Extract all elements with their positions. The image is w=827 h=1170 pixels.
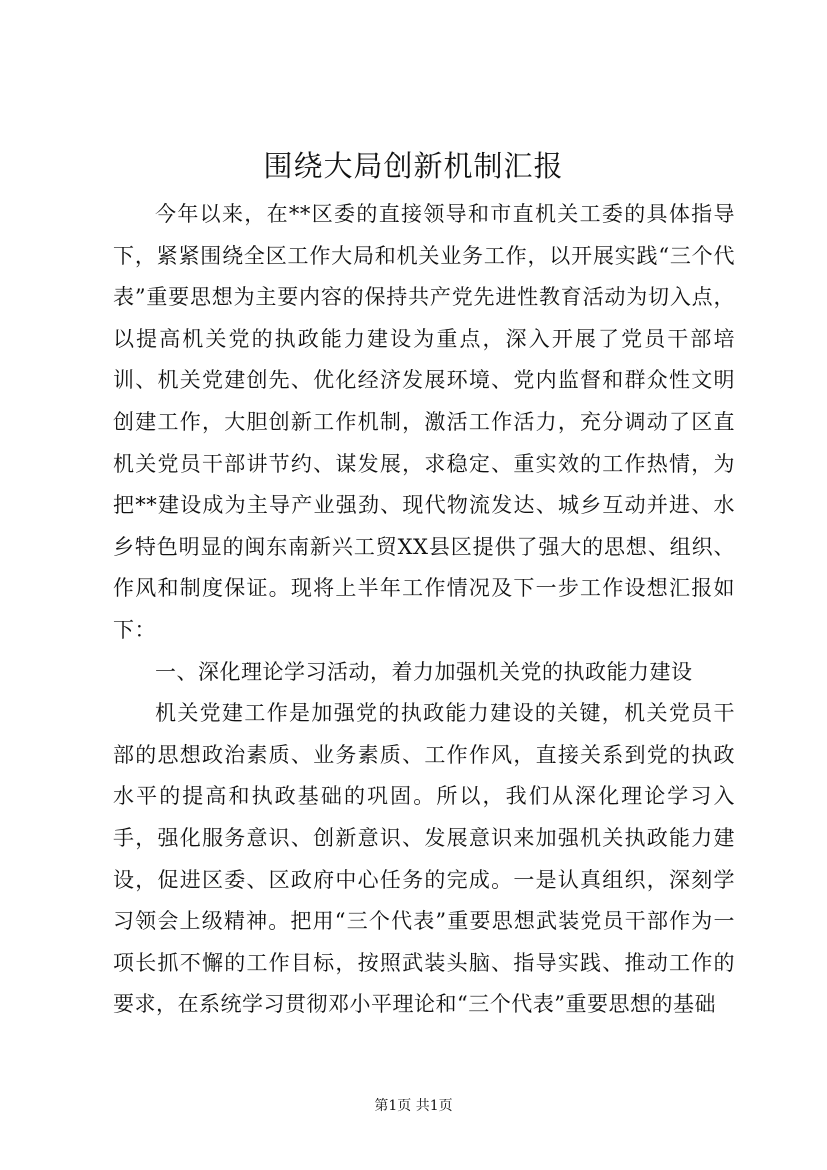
document-body [113, 194, 735, 1026]
document-title: 围绕大局创新机制汇报 [263, 149, 564, 183]
paragraph-section-1: 机关党建工作是加强党的执政能力建设的关键，机关党员干部的思想政治素质、业务素质、工作作风，直接关系到党的执政水平的提高和执政基础的巩固。所以，我们从深化理论学习入手，强化服务意识、创新意识、发展意识来加强机关执政能力建设，促进区委、区政府中心任务的完成。一是认真组织，深刻学习领会上级精神。把用“三个代表”重要思想武装党员干部作为一项长抓不懈的工作目标，按照武装头脑、指导实践、推动工作的要求，在系统学习贯彻邓小平理论和“三个代表”重要思想的基础 [113, 701, 735, 1017]
page-footer: 第1页 共1页 [374, 1098, 453, 1114]
paragraph-intro: 今年以来，在**区委的直接领导和市直机关工委的具体指导下，紧紧围绕全区工作大局和机关业务工作，以开展实践“三个代表”重要思想为主要内容的保持共产党先进性教育活动为切入点，以提高机关党的执政能力建设为重点，深入开展了党员干部培训、机关党建创先、优化经济发展环境、党内监督和群众性文明创建工作，大胆创新工作机制，激活工作活力，充分调动了区直机关党员干部讲节约、谋发展，求稳定、重实效的工作热情，为把**建设成为主导产业强劲、现代物流发达、城乡互动并进、水乡特色明显的闽东南新兴工贸XX县区提供了强大的思想、组织、作风和制度保证。现将上半年工作情况及下一步工作设想汇报如下： [113, 202, 735, 642]
section-heading: 一、深化理论学习活动，着力加强机关党的执政能力建设 [155, 659, 693, 684]
